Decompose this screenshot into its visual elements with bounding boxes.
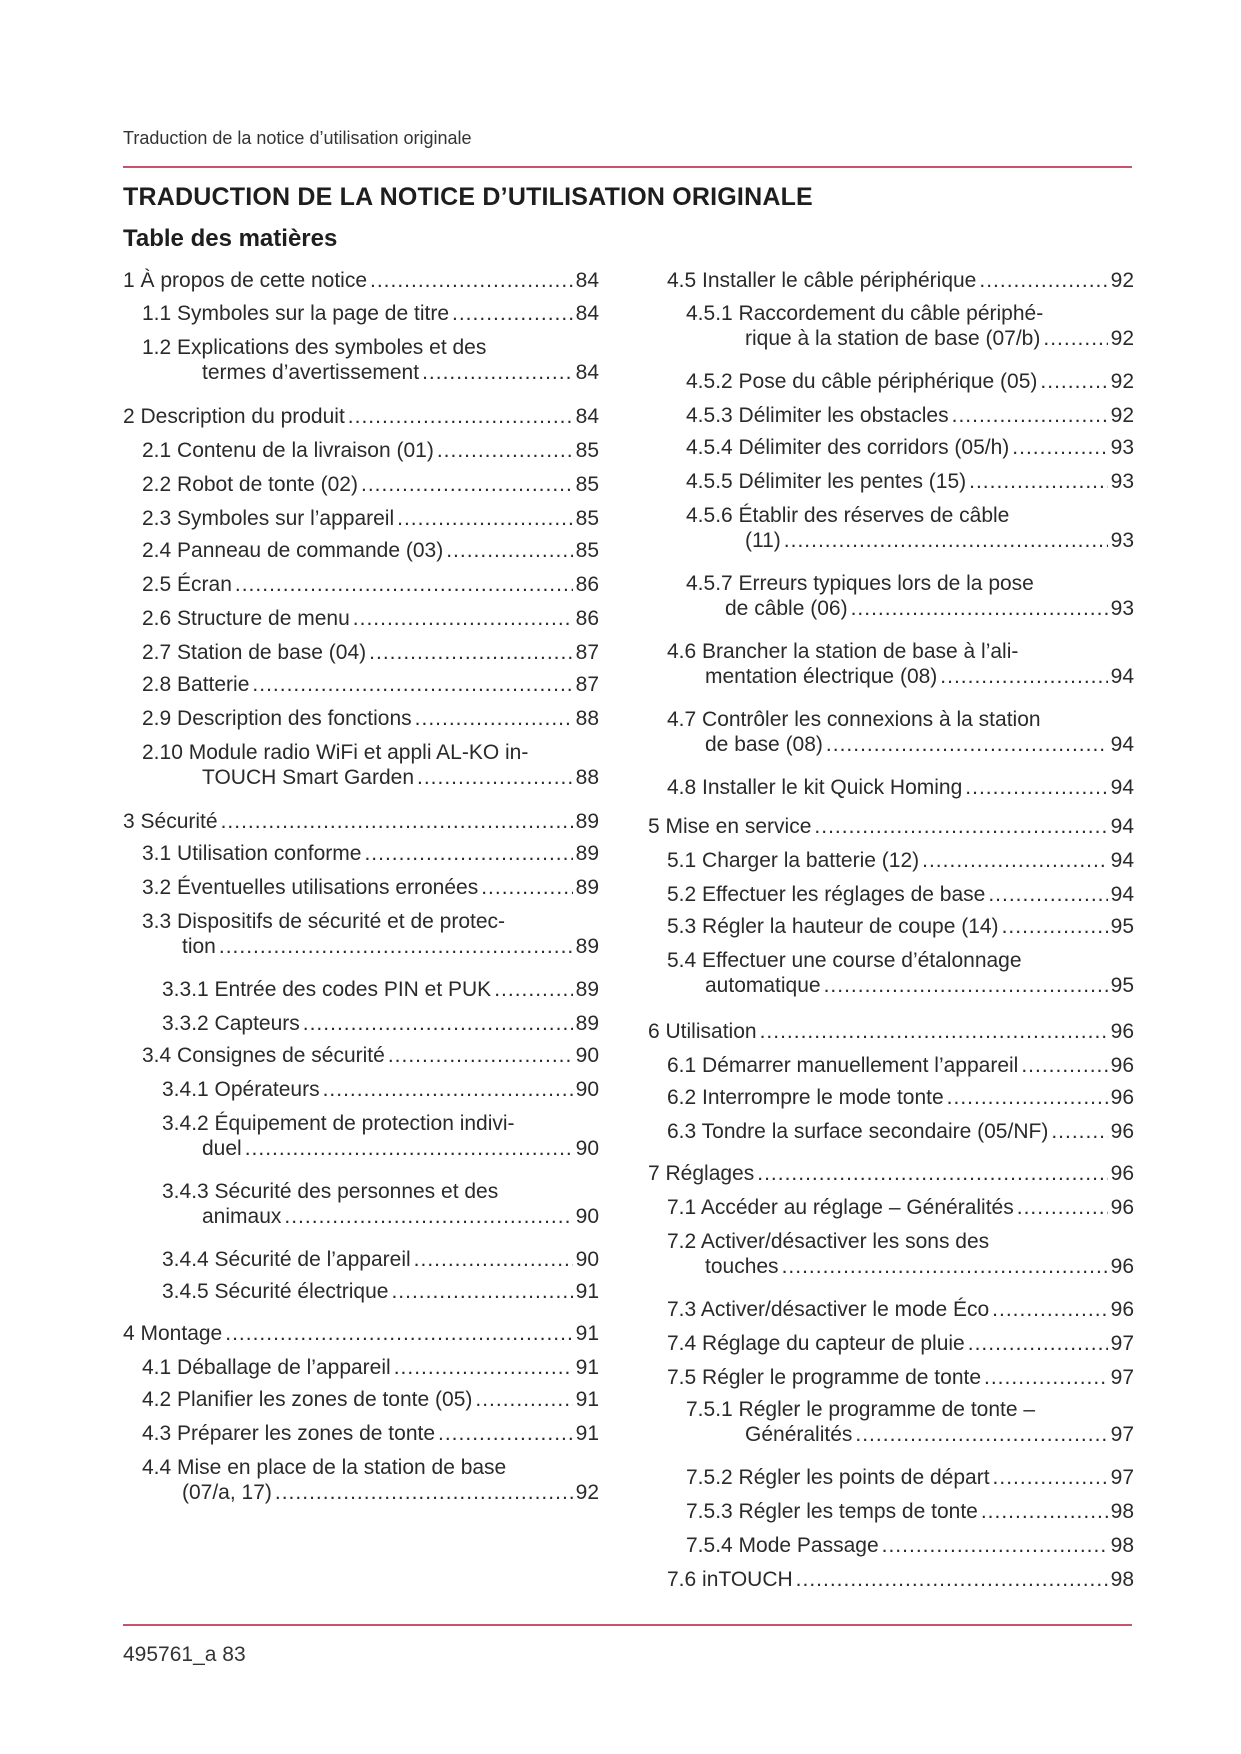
toc-entry-title: 4.5 Installer le câble périphérique [667, 269, 977, 292]
dot-leader [422, 360, 573, 385]
toc-entry-title: 2.3 Symboles sur l’appareil [142, 507, 395, 530]
toc-entry-title: 4.5.1 Raccordement du câble périphé- [686, 302, 1044, 325]
dot-leader [388, 1043, 573, 1068]
toc-entry-title: 2.8 Batterie [142, 673, 250, 696]
toc-entry-title-continued: animaux [202, 1205, 282, 1228]
toc-page-number: 98 [1110, 1500, 1134, 1523]
dot-leader [947, 1085, 1108, 1110]
toc-entry[interactable] [686, 469, 1134, 494]
toc-entry-title: 7 Réglages [648, 1162, 755, 1185]
dot-leader [446, 538, 572, 563]
toc-entry-title: 4.5.6 Établir des réserves de câble [686, 504, 1010, 527]
toc-entry-title: 7.5.1 Régler le programme de tonte – [686, 1398, 1036, 1421]
toc-entry-title-continued: TOUCH Smart Garden [202, 766, 414, 789]
toc-entry-title: 4.5.3 Délimiter les obstacles [686, 404, 949, 427]
toc-entry[interactable] [142, 572, 599, 597]
toc-entry-title-continued: mentation électrique (08) [705, 665, 938, 688]
toc-entry-title: 1.2 Explications des symboles et des [142, 336, 487, 359]
toc-page-number: 94 [1110, 883, 1134, 906]
toc-entry-title: 6 Utilisation [648, 1020, 757, 1043]
dot-leader [1002, 914, 1108, 939]
toc-page-number: 98 [1110, 1568, 1134, 1591]
toc-entry-title-continued: automatique [705, 974, 821, 997]
toc-page-number: 96 [1110, 1196, 1134, 1219]
toc-entry-title: 2.5 Écran [142, 573, 232, 596]
toc-entry[interactable] [123, 268, 599, 293]
toc-page-number: 86 [575, 573, 599, 596]
toc-entry-title: 4.5.5 Délimiter les pentes (15) [686, 470, 967, 493]
toc-page-number: 98 [1110, 1534, 1134, 1557]
toc-entry[interactable] [162, 1179, 599, 1229]
toc-page-number: 91 [575, 1322, 599, 1345]
dot-leader [348, 404, 573, 429]
dot-leader [855, 1422, 1107, 1447]
toc-entry[interactable] [667, 775, 1134, 800]
toc-entry[interactable] [142, 640, 599, 665]
dot-leader [235, 572, 573, 597]
toc-entry[interactable] [142, 1355, 599, 1380]
toc-entry[interactable] [667, 1085, 1134, 1110]
toc-page-number: 96 [1110, 1298, 1134, 1321]
toc-entry-title: 3.4.3 Sécurité des personnes et des [162, 1180, 499, 1203]
toc-entry[interactable] [667, 1567, 1134, 1592]
dot-leader [952, 403, 1108, 428]
toc-entry[interactable] [162, 1111, 599, 1161]
toc-entry-title: 5.2 Effectuer les réglages de base [667, 883, 986, 906]
toc-entry[interactable] [686, 1533, 1134, 1558]
toc-entry[interactable] [123, 404, 599, 429]
toc-entry-title: 2.7 Station de base (04) [142, 641, 367, 664]
toc-entry[interactable] [142, 438, 599, 463]
toc-entry[interactable] [686, 1465, 1134, 1490]
toc-entry[interactable] [686, 369, 1134, 394]
toc-entry-title: 4.2 Planifier les zones de tonte (05) [142, 1388, 473, 1411]
dot-leader [988, 882, 1107, 907]
toc-entry-title: 7.5.3 Régler les temps de tonte [686, 1500, 978, 1523]
toc-entry-title: 4.4 Mise en place de la station de base [142, 1456, 507, 1479]
toc-page-number: 97 [1110, 1366, 1134, 1389]
toc-page-number: 89 [575, 810, 599, 833]
toc-page-number: 96 [1110, 1120, 1134, 1143]
toc-page-number: 84 [575, 405, 599, 428]
dot-leader [452, 301, 573, 326]
toc-entry-title: 5.1 Charger la batterie (12) [667, 849, 920, 872]
toc-entry[interactable] [667, 268, 1134, 293]
toc-entry[interactable] [123, 809, 599, 834]
toc-page-number: 84 [575, 302, 599, 325]
dot-leader [882, 1533, 1108, 1558]
toc-entry[interactable] [123, 1321, 599, 1346]
toc-entry-title-continued: tion [182, 935, 216, 958]
dot-leader [1017, 1195, 1108, 1220]
dot-leader [370, 268, 573, 293]
toc-entry-title: 2.4 Panneau de commande (03) [142, 539, 444, 562]
toc-page-number: 90 [575, 1044, 599, 1067]
toc-page-number: 94 [1110, 849, 1134, 872]
document-title: TRADUCTION DE LA NOTICE D’UTILISATION ORIGINALE [123, 183, 813, 211]
toc-page-number: 91 [575, 1422, 599, 1445]
toc-entry[interactable] [142, 301, 599, 326]
toc-page-number: 97 [1110, 1466, 1134, 1489]
toc-page-number: 91 [575, 1280, 599, 1303]
toc-entry-title: 7.5 Régler le programme de tonte [667, 1366, 982, 1389]
toc-entry[interactable] [142, 1043, 599, 1068]
toc-page-number: 93 [1110, 470, 1134, 493]
toc-page-number: 94 [1110, 815, 1134, 838]
toc-heading: Table des matières [123, 225, 338, 252]
toc-entry[interactable] [142, 841, 599, 866]
toc-page-number: 93 [1110, 436, 1134, 459]
toc-entry-title: 4.5.7 Erreurs typiques lors de la pose [686, 572, 1034, 595]
dot-leader [397, 506, 573, 531]
toc-entry[interactable] [162, 1077, 599, 1102]
toc-entry[interactable] [686, 301, 1134, 351]
toc-entry-title: 2.9 Description des fonctions [142, 707, 412, 730]
toc-entry[interactable] [686, 435, 1134, 460]
toc-page-number: 94 [1110, 776, 1134, 799]
dot-leader [323, 1077, 573, 1102]
toc-entry-title: 4.5.2 Pose du câble périphérique (05) [686, 370, 1038, 393]
footer-rule [123, 1624, 1132, 1626]
dot-leader [391, 1279, 572, 1304]
dot-leader [826, 732, 1108, 757]
toc-entry-title: 2.6 Structure de menu [142, 607, 350, 630]
toc-entry[interactable] [142, 1455, 599, 1505]
toc-entry[interactable] [142, 335, 599, 385]
toc-page-number: 95 [1110, 915, 1134, 938]
dot-leader [969, 469, 1108, 494]
toc-page-number: 92 [1110, 370, 1134, 393]
toc-entry-title: 3.3.2 Capteurs [162, 1012, 300, 1035]
toc-entry-title: 7.5.4 Mode Passage [686, 1534, 879, 1557]
toc-entry[interactable] [142, 1421, 599, 1446]
toc-entry-title-continued: de câble (06) [725, 597, 848, 620]
toc-page-number: 96 [1110, 1020, 1134, 1043]
toc-entry[interactable] [648, 1019, 1134, 1044]
toc-entry-title: 3.2 Éventuelles utilisations erronées [142, 876, 479, 899]
dot-leader [1012, 435, 1107, 460]
dot-leader [979, 268, 1107, 293]
toc-entry[interactable] [667, 1229, 1134, 1279]
toc-entry[interactable] [667, 1195, 1134, 1220]
dot-leader [221, 809, 573, 834]
toc-entry[interactable] [142, 472, 599, 497]
toc-entry[interactable] [667, 914, 1134, 939]
toc-entry[interactable] [667, 639, 1134, 689]
toc-entry-title: 5.3 Régler la hauteur de coupe (14) [667, 915, 999, 938]
toc-entry-title: 3.4.2 Équipement de protection indivi- [162, 1112, 515, 1135]
dot-leader [417, 765, 573, 790]
dot-leader [992, 1297, 1107, 1322]
toc-entry[interactable] [142, 672, 599, 697]
toc-entry[interactable] [686, 503, 1134, 553]
toc-entry-title: 7.4 Réglage du capteur de pluie [667, 1332, 965, 1355]
toc-page-number: 92 [1110, 404, 1134, 427]
dot-leader [303, 1011, 573, 1036]
dot-leader [494, 977, 572, 1002]
toc-entry-title: 1.1 Symboles sur la page de titre [142, 302, 450, 325]
toc-entry-title: 7.3 Activer/désactiver le mode Éco [667, 1298, 990, 1321]
toc-page-number: 96 [1110, 1054, 1134, 1077]
toc-page-number: 85 [575, 439, 599, 462]
toc-page-number: 91 [575, 1356, 599, 1379]
toc-entry[interactable] [142, 606, 599, 631]
dot-leader [252, 672, 572, 697]
dot-leader [437, 438, 573, 463]
toc-page-number: 88 [575, 707, 599, 730]
dot-leader [438, 1421, 573, 1446]
toc-entry-title: 4 Montage [123, 1322, 223, 1345]
toc-entry[interactable] [667, 1119, 1134, 1144]
toc-entry-title: 6.2 Interrompre le mode tonte [667, 1086, 944, 1109]
dot-leader [414, 1247, 573, 1272]
page-footer: 495761_a 83 [123, 1643, 246, 1666]
toc-entry-title: 7.6 inTOUCH [667, 1568, 793, 1591]
toc-page-number: 85 [575, 539, 599, 562]
toc-entry[interactable] [686, 1499, 1134, 1524]
toc-entry-title: 7.5.2 Régler les points de départ [686, 1466, 990, 1489]
toc-entry-title: 3.3 Dispositifs de sécurité et de protec- [142, 910, 506, 933]
dot-leader [1040, 369, 1107, 394]
toc-page-number: 84 [575, 361, 599, 384]
toc-entry[interactable] [667, 882, 1134, 907]
toc-entry[interactable] [142, 909, 599, 959]
toc-page-number: 84 [575, 269, 599, 292]
toc-entry[interactable] [142, 506, 599, 531]
toc-page-number: 92 [1110, 269, 1134, 292]
dot-leader [245, 1136, 573, 1161]
toc-entry-title: 4.3 Préparer les zones de tonte [142, 1422, 436, 1445]
toc-entry[interactable] [667, 1053, 1134, 1078]
toc-page-number: 90 [575, 1205, 599, 1228]
toc-entry-title: 2.10 Module radio WiFi et appli AL-KO in- [142, 741, 529, 764]
toc-entry-title: 3.4.5 Sécurité électrique [162, 1280, 389, 1303]
toc-entry[interactable] [667, 948, 1134, 998]
toc-entry[interactable] [162, 1279, 599, 1304]
toc-page-number: 94 [1110, 733, 1134, 756]
toc-page-number: 89 [575, 978, 599, 1001]
toc-entry[interactable] [142, 740, 599, 790]
toc-entry-title-continued: Généralités [745, 1423, 853, 1446]
toc-page-number: 97 [1110, 1423, 1134, 1446]
dot-leader [784, 528, 1108, 553]
dot-leader [353, 606, 573, 631]
toc-entry[interactable] [686, 571, 1134, 621]
toc-page-number: 93 [1110, 529, 1134, 552]
toc-page-number: 89 [575, 935, 599, 958]
toc-page-number: 90 [575, 1137, 599, 1160]
toc-entry-title: 4.1 Déballage de l’appareil [142, 1356, 391, 1379]
toc-entry[interactable] [667, 707, 1134, 757]
toc-page-number: 89 [575, 876, 599, 899]
toc-entry[interactable] [667, 1297, 1134, 1322]
toc-page-number: 93 [1110, 597, 1134, 620]
toc-entry-title-continued: de base (08) [705, 733, 823, 756]
dot-leader [415, 706, 573, 731]
toc-entry[interactable] [667, 848, 1134, 873]
toc-entry-title-continued: termes d’avertissement [202, 361, 420, 384]
toc-entry[interactable] [162, 977, 599, 1002]
toc-entry-title: 4.8 Installer le kit Quick Homing [667, 776, 963, 799]
toc-page-number: 85 [575, 473, 599, 496]
dot-leader [824, 973, 1108, 998]
toc-entry-title: 5 Mise en service [648, 815, 812, 838]
toc-entry[interactable] [648, 1161, 1134, 1186]
dot-leader [757, 1161, 1107, 1186]
dot-leader [965, 775, 1107, 800]
toc-entry[interactable] [142, 1387, 599, 1412]
dot-leader [760, 1019, 1108, 1044]
toc-entry[interactable] [142, 875, 599, 900]
dot-leader [364, 841, 572, 866]
toc-page-number: 90 [575, 1078, 599, 1101]
toc-entry[interactable] [667, 1365, 1134, 1390]
toc-entry-title: 7.1 Accéder au réglage – Généralités [667, 1196, 1014, 1219]
dot-leader [981, 1499, 1108, 1524]
toc-page-number: 88 [575, 766, 599, 789]
toc-page-number: 96 [1110, 1086, 1134, 1109]
toc-entry-title: 4.5.4 Délimiter des corridors (05/h) [686, 436, 1010, 459]
toc-entry[interactable] [162, 1011, 599, 1036]
toc-page-number: 96 [1110, 1162, 1134, 1185]
toc-page-number: 94 [1110, 665, 1134, 688]
toc-page-number: 96 [1110, 1255, 1134, 1278]
toc-entry-title: 6.3 Tondre la surface secondaire (05/NF) [667, 1120, 1049, 1143]
dot-leader [1021, 1053, 1107, 1078]
toc-page-number: 91 [575, 1388, 599, 1411]
dot-leader [922, 848, 1108, 873]
dot-leader [481, 875, 572, 900]
toc-page-number: 87 [575, 641, 599, 664]
toc-entry[interactable] [142, 706, 599, 731]
header-rule [123, 166, 1132, 168]
dot-leader [1051, 1119, 1107, 1144]
toc-entry-title: 3.4.1 Opérateurs [162, 1078, 320, 1101]
toc-entry[interactable] [142, 538, 599, 563]
dot-leader [284, 1204, 572, 1229]
dot-leader [275, 1480, 573, 1505]
toc-page-number: 92 [575, 1481, 599, 1504]
dot-leader [993, 1465, 1108, 1490]
toc-entry[interactable] [686, 1397, 1134, 1447]
toc-page-number: 87 [575, 673, 599, 696]
toc-page-number: 86 [575, 607, 599, 630]
toc-entry-title: 1 À propos de cette notice [123, 269, 367, 292]
toc-entry-title: 4.7 Contrôler les connexions à la station [667, 708, 1041, 731]
toc-page-number: 95 [1110, 974, 1134, 997]
toc-entry[interactable] [667, 1331, 1134, 1356]
dot-leader [851, 596, 1108, 621]
toc-entry-title: 3 Sécurité [123, 810, 218, 833]
dot-leader [782, 1254, 1108, 1279]
dot-leader [940, 664, 1107, 689]
toc-entry-title: 7.2 Activer/désactiver les sons des [667, 1230, 990, 1253]
toc-entry-title: 3.4.4 Sécurité de l’appareil [162, 1248, 411, 1271]
dot-leader [968, 1331, 1108, 1356]
dot-leader [796, 1567, 1108, 1592]
toc-entry[interactable] [162, 1247, 599, 1272]
dot-leader [219, 934, 573, 959]
page-header: Traduction de la notice d’utilisation originale [123, 128, 472, 148]
dot-leader [394, 1355, 573, 1380]
toc-entry-title-continued: (11) [745, 529, 781, 552]
toc-page-number: 97 [1110, 1332, 1134, 1355]
toc-entry-title-continued: duel [202, 1137, 242, 1160]
toc-page-number: 92 [1110, 327, 1134, 350]
toc-page-number: 89 [575, 842, 599, 865]
toc-page-number: 89 [575, 1012, 599, 1035]
toc-entry-title: 3.3.1 Entrée des codes PIN et PUK [162, 978, 492, 1001]
toc-entry-title: 2.2 Robot de tonte (02) [142, 473, 358, 496]
toc-entry-title: 4.6 Brancher la station de base à l’ali- [667, 640, 1019, 663]
toc-entry-title: 2 Description du produit [123, 405, 345, 428]
toc-page-number: 85 [575, 507, 599, 530]
dot-leader [1043, 326, 1107, 351]
toc-entry-title-continued: (07/a, 17) [182, 1481, 272, 1504]
toc-entry[interactable] [648, 814, 1134, 839]
toc-entry-title: 5.4 Effectuer une course d’étalonnage [667, 949, 1022, 972]
dot-leader [361, 472, 573, 497]
dot-leader [475, 1387, 572, 1412]
toc-entry[interactable] [686, 403, 1134, 428]
toc-entry-title-continued: rique à la station de base (07/b) [745, 327, 1041, 350]
dot-leader [225, 1321, 572, 1346]
toc-page-number: 90 [575, 1248, 599, 1271]
toc-entry-title: 3.1 Utilisation conforme [142, 842, 362, 865]
dot-leader [814, 814, 1107, 839]
dot-leader [984, 1365, 1108, 1390]
toc-entry-title: 3.4 Consignes de sécurité [142, 1044, 385, 1067]
toc-entry-title-continued: touches [705, 1255, 779, 1278]
toc-entry-title: 6.1 Démarrer manuellement l’appareil [667, 1054, 1019, 1077]
toc-entry-title: 2.1 Contenu de la livraison (01) [142, 439, 434, 462]
dot-leader [369, 640, 572, 665]
